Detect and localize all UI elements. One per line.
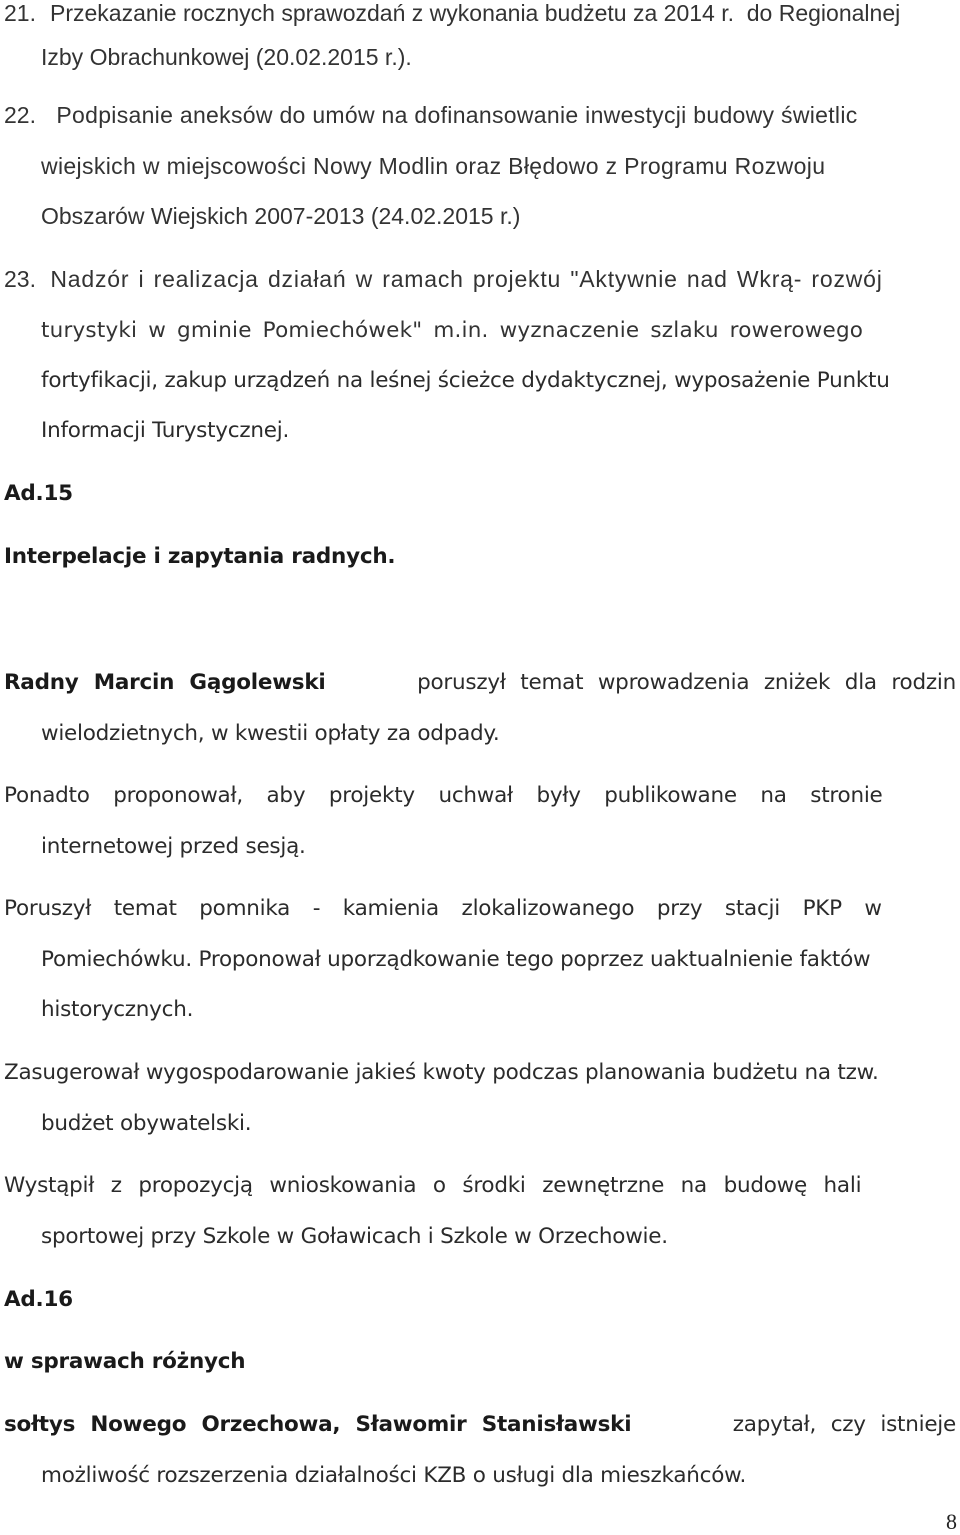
section-subheading-ad16: w sprawach różnych bbox=[4, 1349, 246, 1374]
paragraph-line-2: wielodzietnych, w kwestii opłaty za odpady. bbox=[41, 721, 500, 746]
paragraph-line-1 bbox=[4, 670, 956, 695]
speaker-name: Radny Marcin Gągolewski bbox=[4, 670, 326, 695]
paragraph-line-1: Wystąpił z propozycją wnioskowania o środki zewnętrzne na budowę hali bbox=[4, 1173, 862, 1198]
paragraph-line-1: Zasugerował wygospodarowanie jakieś kwoty podczas planowania budżetu na tzw. bbox=[4, 1060, 879, 1085]
paragraph-line-3: historycznych. bbox=[41, 997, 194, 1022]
paragraph-line-2: budżet obywatelski. bbox=[41, 1111, 252, 1136]
paragraph-line-2: sportowej przy Szkole w Goławicach i Szkole w Orzechowie. bbox=[41, 1224, 668, 1249]
paragraph-line-1: Poruszył temat pomnika - kamienia zlokalizowanego przy stacji PKP w bbox=[4, 896, 882, 921]
speaker-name: sołtys Nowego Orzechowa, Sławomir Stanisławski bbox=[4, 1412, 632, 1437]
paragraph-text: poruszył temat wprowadzenia zniżek dla rodzin bbox=[417, 670, 956, 695]
item-22-line-3: Obszarów Wiejskich 2007-2013 (24.02.2015 r.) bbox=[41, 203, 521, 229]
section-subheading-ad15: Interpelacje i zapytania radnych. bbox=[4, 544, 396, 569]
item-23-line-4: Informacji Turystycznej. bbox=[41, 418, 290, 443]
paragraph-text: zapytał, czy istnieje bbox=[732, 1412, 956, 1437]
page-number: 8 bbox=[946, 1509, 957, 1534]
item-text: Przekazanie rocznych sprawozdań z wykonania budżetu za 2014 r. do Regionalnej bbox=[49, 0, 901, 26]
item-number: 22. bbox=[4, 102, 36, 128]
paragraph-line-1 bbox=[4, 1412, 956, 1437]
item-22-line-1 bbox=[4, 102, 858, 129]
item-21-line-2: Izby Obrachunkowej (20.02.2015 r.). bbox=[41, 44, 412, 70]
item-23-line-2: turystyki w gminie Pomiechówek" m.in. wyznaczenie szlaku rowerowego bbox=[41, 318, 864, 343]
item-23-line-1 bbox=[4, 266, 883, 293]
paragraph-line-1: Ponadto proponował, aby projekty uchwał były publikowane na stronie bbox=[4, 783, 883, 808]
paragraph-line-2: możliwość rozszerzenia działalności KZB o usługi dla mieszkańców. bbox=[41, 1463, 747, 1488]
item-text: Nadzór i realizacja działań w ramach projektu "Aktywnie nad Wkrą- rozwój bbox=[50, 266, 883, 292]
item-23-line-3: fortyfikacji, zakup urządzeń na leśnej ścieżce dydaktycznej, wyposażenie Punktu bbox=[41, 368, 890, 393]
paragraph-line-2: Pomiechówku. Proponował uporządkowanie tego poprzez uaktualnienie faktów bbox=[41, 947, 871, 972]
item-text: Podpisanie aneksów do umów na dofinansowanie inwestycji budowy świetlic bbox=[56, 102, 858, 128]
section-heading-ad16: Ad.16 bbox=[4, 1287, 73, 1312]
paragraph-line-2: internetowej przed sesją. bbox=[41, 834, 306, 859]
item-22-line-2: wiejskich w miejscowości Nowy Modlin oraz Błędowo z Programu Rozwoju bbox=[41, 153, 826, 179]
item-number: 21. bbox=[4, 0, 36, 26]
section-heading-ad15: Ad.15 bbox=[4, 481, 73, 506]
item-number: 23. bbox=[4, 266, 36, 292]
item-21-line-1 bbox=[4, 0, 956, 27]
